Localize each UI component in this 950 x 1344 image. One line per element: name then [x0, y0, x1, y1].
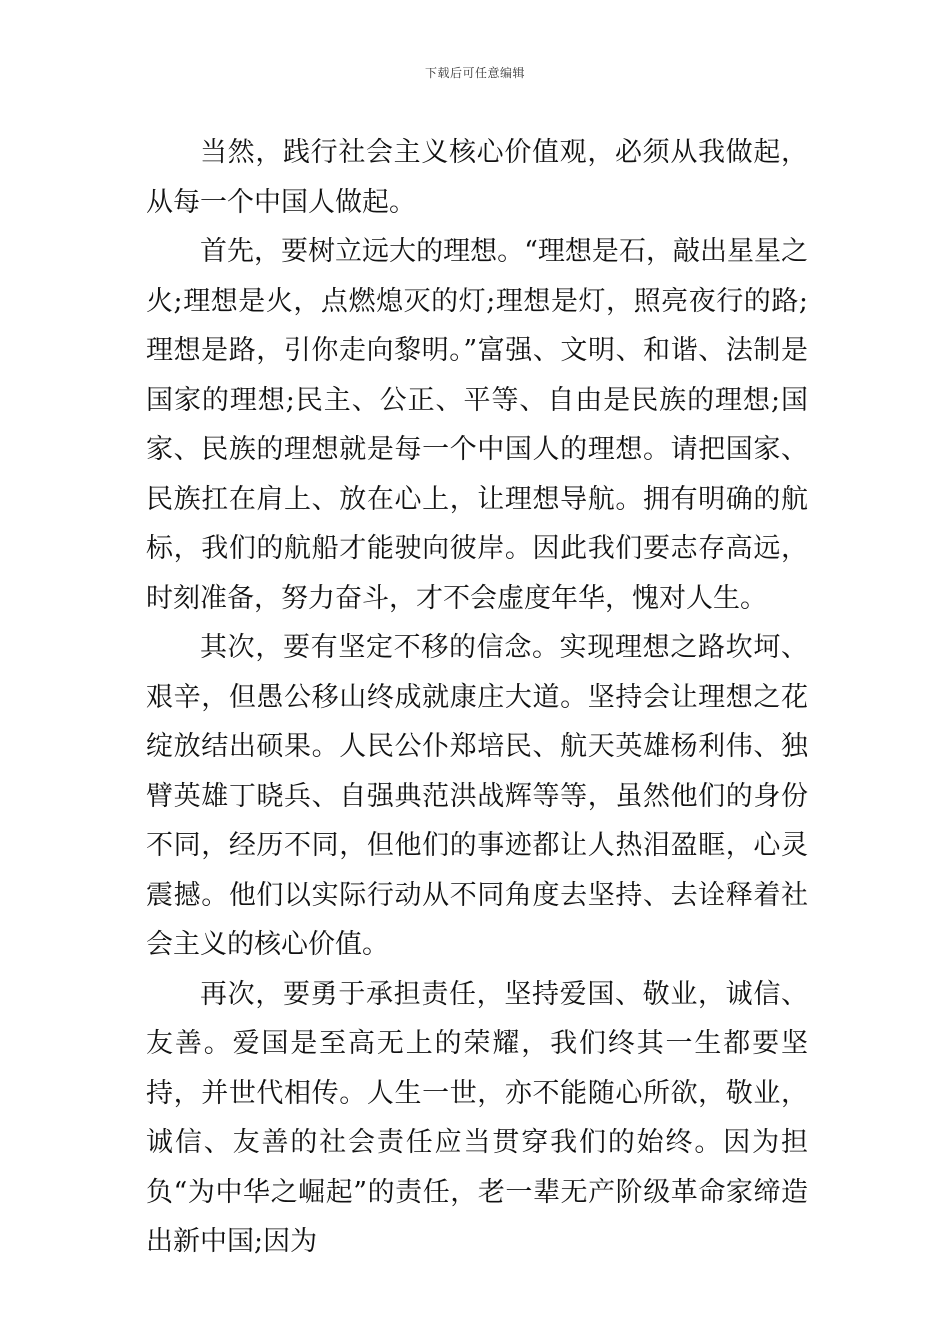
- paragraph-2: 首先，要树立远大的理想。“理想是石，敲出星星之火;理想是火，点燃熄灭的灯;理想是灯，照亮夜行的路;理想是路，引你走向黎明。”富强、文明、和谐、法制是国家的理想;民主、公正、平等、自由是民族的理想;国家、民族的理想就是每一个中国人的理想。请把国家、民族扛在肩上、放在心上，让理想导航。拥有明确的航标，我们的航船才能驶向彼岸。因此我们要志存高远，时刻准备，努力奋斗，才不会虚度年华，愧对人生。: [146, 236, 808, 614]
- page-header-note: 下载后可任意编辑: [424, 66, 525, 80]
- paragraph-1: 当然，践行社会主义核心价值观，必须从我做起，从每一个中国人做起。: [146, 137, 808, 218]
- document-body: [146, 128, 808, 1267]
- paragraph-3: 其次，要有坚定不移的信念。实现理想之路坎坷、艰辛，但愚公移山终成就康庄大道。坚持会让理想之花绽放结出硕果。人民公仆郑培民、航天英雄杨利伟、独臂英雄丁晓兵、自强典范洪战辉等等，虽然他们的身份不同，经历不同，但他们的事迹都让人热泪盈眶，心灵震撼。他们以实际行动从不同角度去坚持、去诠释着社会主义的核心价值。: [146, 632, 808, 960]
- paragraph-4: 再次，要勇于承担责任，坚持爱国、敬业，诚信、友善。爱国是至高无上的荣耀，我们终其一生都要坚持，并世代相传。人生一世，亦不能随心所欲，敬业，诚信、友善的社会责任应当贯穿我们的始终。因为担负“为中华之崛起”的责任，老一辈无产阶级革命家缔造出新中国;因为: [146, 978, 808, 1257]
